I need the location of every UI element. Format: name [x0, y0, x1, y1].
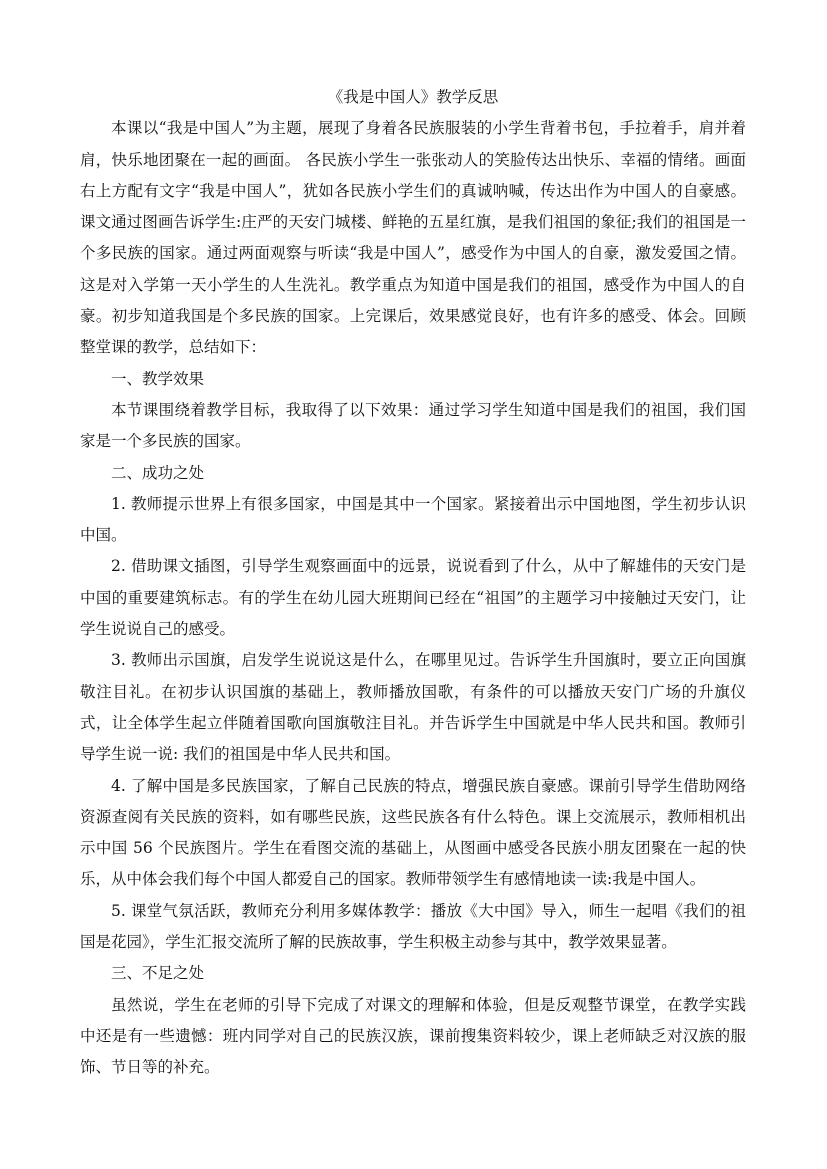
section-heading-shortcomings: 三、不足之处 — [111, 964, 205, 983]
section-heading-successes: 二、成功之处 — [111, 463, 205, 482]
paragraph-success-1: 1. 教师提示世界上有很多国家，中国是其中一个国家。紧接着出示中国地图，学生初步认识中国。 — [80, 494, 746, 545]
document-page — [80, 82, 746, 1084]
paragraph-intro: 本课以“我是中国人”为主题，展现了身着各民族服装的小学生背着书包，手拉着手，肩并着肩，快乐地团聚在一起的画面。 各民族小学生一张张动人的笑脸传达出快乐、幸福的情绪。画面右上方配有文字“我是中国人”，犹如各民族小学生们的真诚呐喊，传达出作为中国人的自豪感。课文通过图画告诉学生:庄严的天安门城楼、鲜艳的五星红旗，是我们祖国的象征;我们的祖国是一个多民族的国家。通过两面观察与听读“我是中国人”，感受作为中国人的自豪，激发爱国之情。这是对入学第一天小学生的人生洗礼。教学重点为知道中国是我们的祖国，感受作为中国人的自豪。初步知道我国是个多民族的国家。上完课后，效果感觉良好，也有许多的感受、体会。回顾整堂课的教学，总结如下： — [80, 119, 746, 357]
document-title: 《我是中国人》教学反思 — [327, 88, 499, 106]
paragraph-success-3: 3. 教师出示国旗，启发学生说说这是什么，在哪里见过。告诉学生升国旗时，要立正向国旗敬注目礼。在初步认识国旗的基础上，教师播放国歌，有条件的可以播放天安门广场的升旗仪式，让全体学生起立伴随着国歌向国旗敬注目礼。并告诉学生中国就是中华人民共和国。教师引导学生说一说: 我们的祖国是中华人民共和国。 — [80, 651, 746, 764]
paragraph-success-5: 5. 课堂气氛活跃，教师充分利用多媒体教学：播放《大中国》导入，师生一起唱《我们的祖国是花园》，学生汇报交流所了解的民族故事，学生积极主动参与其中，教学效果显著。 — [80, 901, 746, 952]
paragraph-shortcomings: 虽然说，学生在老师的引导下完成了对课文的理解和体验，但是反观整节课堂，在教学实践中还是有一些遗憾：班内同学对自己的民族汉族，课前搜集资料较少，课上老师缺乏对汉族的服饰、节日等的补充。 — [80, 995, 746, 1077]
paragraph-teaching-effect: 本节课围绕着教学目标，我取得了以下效果：通过学习学生知道中国是我们的祖国，我们国家是一个多民族的国家。 — [80, 400, 746, 451]
paragraph-success-2: 2. 借助课文插图，引导学生观察画面中的远景，说说看到了什么，从中了解雄伟的天安门是中国的重要建筑标志。有的学生在幼儿园大班期间已经在“祖国”的主题学习中接触过天安门，让学生说说自己的感受。 — [80, 557, 746, 639]
section-heading-teaching-effect: 一、教学效果 — [111, 369, 205, 388]
paragraph-success-4: 4. 了解中国是多民族国家，了解自己民族的特点，增强民族自豪感。课前引导学生借助网络资源查阅有关民族的资料，如有哪些民族，这些民族各有什么特色。课上交流展示，教师相机出示中国 56 个民族图片。学生在看图交流的基础上，从图画中感受各民族小朋友团聚在一起的快乐，从中体会我们每个中国人都爱自己的国家。教师带领学生有感情地读一读:我是中国人。 — [80, 776, 746, 889]
